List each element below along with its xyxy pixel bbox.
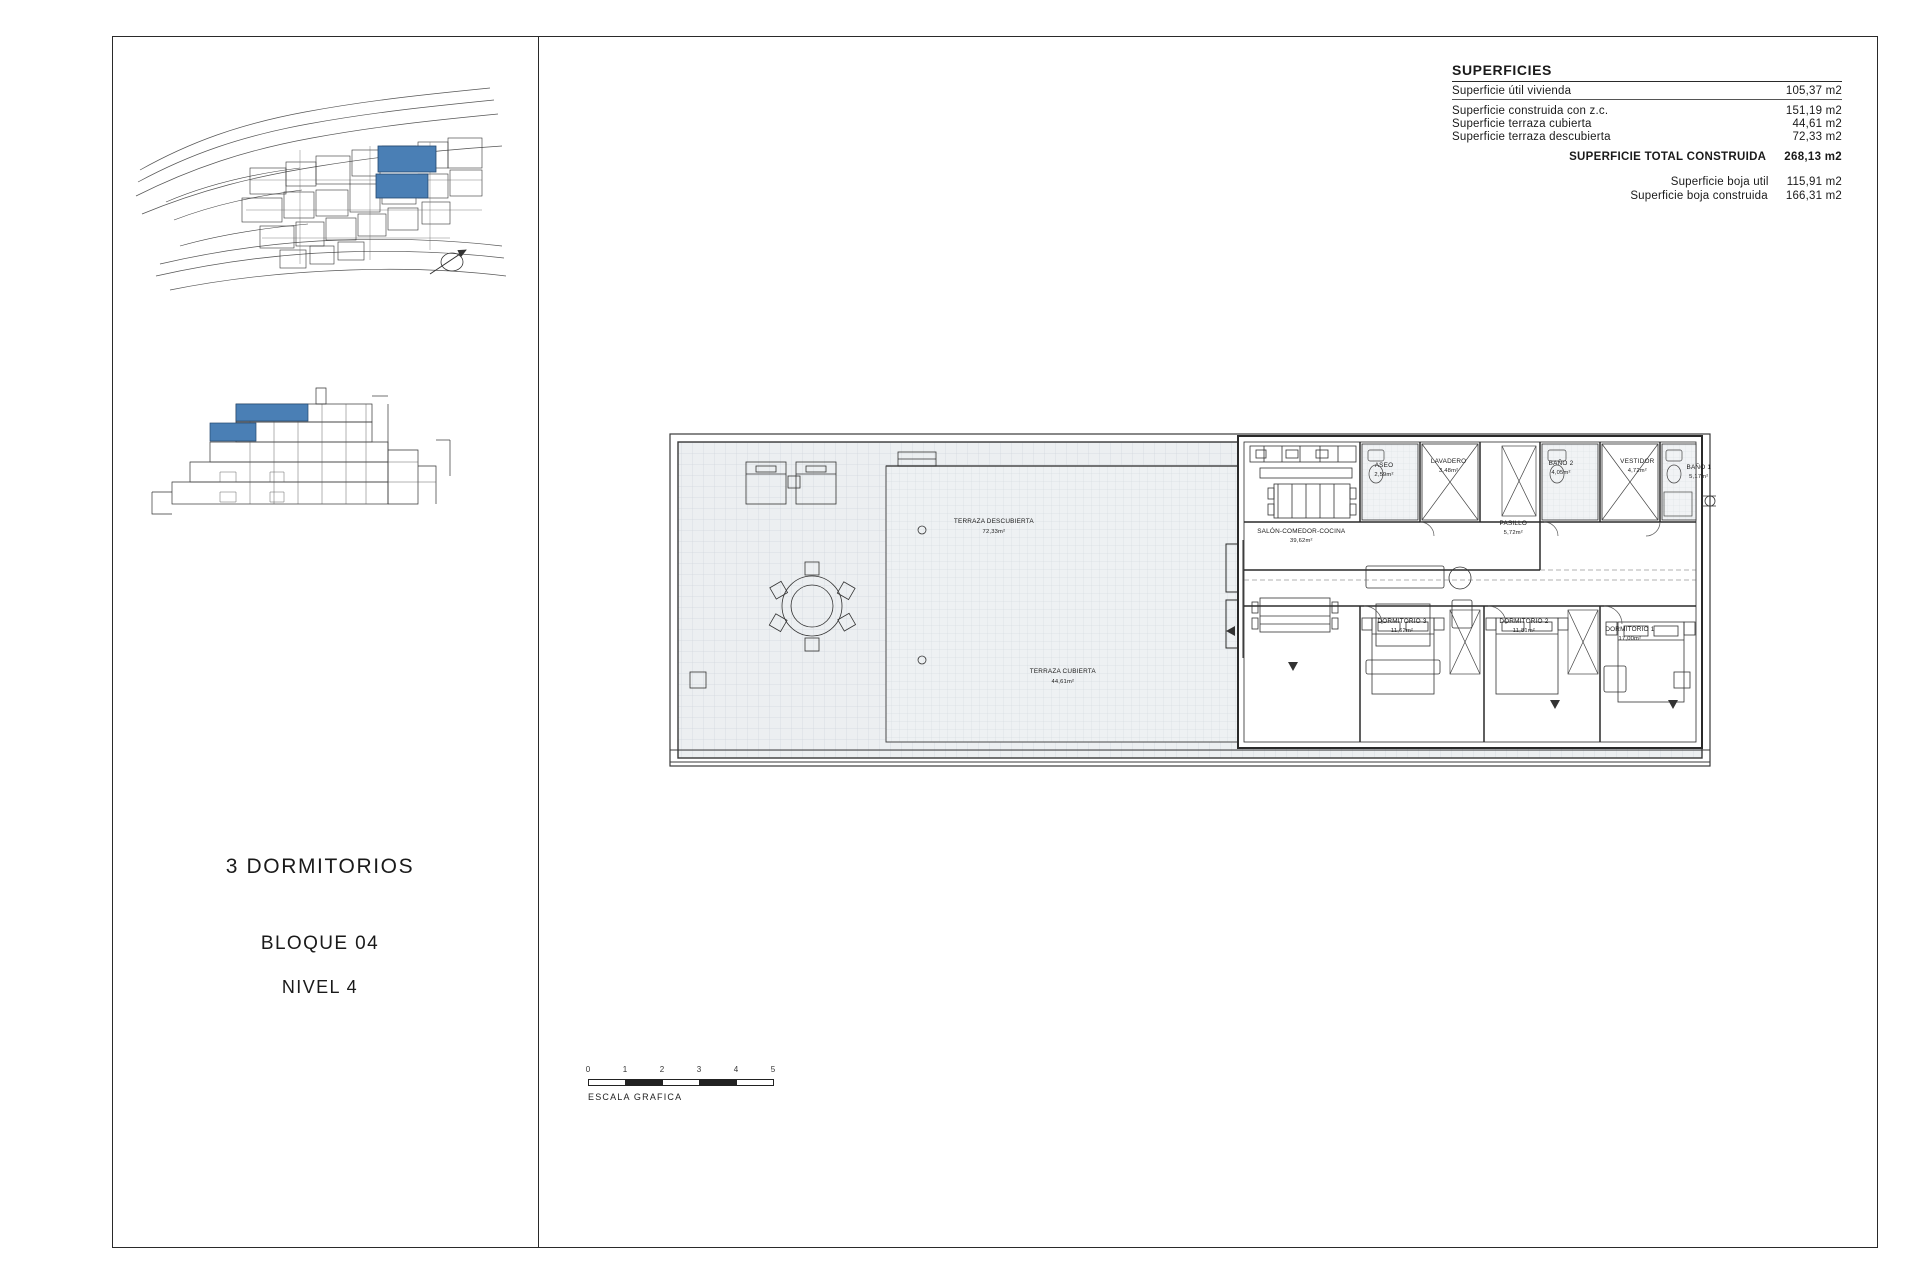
table-row [1452, 189, 1842, 203]
room-name: LAVADERO [1430, 457, 1467, 465]
room-label-vestidor [1620, 457, 1654, 476]
room-area: 39,62m² [1289, 538, 1313, 545]
row-label: Superficie terraza cubierta [1452, 117, 1592, 130]
superficies-group [1452, 100, 1842, 145]
room-label-terraza-cubierta [1030, 667, 1096, 686]
scale-tick: 2 [659, 1065, 665, 1074]
row-value: 72,33 m2 [1792, 130, 1842, 143]
superficies-table [1452, 62, 1842, 203]
building-section-drawing [150, 380, 510, 520]
caption-level: NIVEL 4 [281, 977, 359, 997]
room-name: BAÑO 2 [1548, 459, 1574, 467]
caption-bedrooms: 3 DORMITORIOS [225, 855, 415, 878]
row-value: 115,91 m2 [1786, 176, 1842, 188]
site-plan-drawing [130, 50, 530, 320]
building-section [150, 380, 510, 520]
site-plan [130, 50, 530, 320]
room-name: DORMITORIO 2 [1499, 617, 1549, 625]
scale-segment [626, 1080, 663, 1085]
room-label-dormitorio-3 [1377, 617, 1426, 636]
room-area: 5,17m² [1689, 473, 1709, 480]
floor-plan [660, 410, 1720, 800]
room-label-aseo [1374, 461, 1393, 480]
room-name: TERRAZA CUBIERTA [1029, 668, 1096, 676]
scale-tick: 3 [696, 1065, 702, 1074]
table-row [1452, 82, 1842, 99]
scale-segment [737, 1080, 773, 1085]
room-name: TERRAZA DESCUBIERTA [953, 518, 1034, 526]
superficies-total [1452, 145, 1842, 167]
scale-segment [589, 1080, 626, 1085]
sheet-vertical-divider [538, 36, 539, 1248]
room-label-bano-2 [1549, 459, 1574, 478]
room-name: PASILLO [1499, 520, 1528, 528]
room-area: 4,05m² [1551, 470, 1571, 477]
total-value: 268,13 m2 [1784, 151, 1842, 163]
room-label-dormitorio-2 [1499, 617, 1548, 636]
room-area: 2,59m² [1374, 471, 1394, 478]
table-row [1452, 175, 1842, 189]
north-arrow [430, 250, 466, 274]
row-value: 166,31 m2 [1785, 190, 1842, 202]
highlight-level [210, 404, 308, 441]
row-label: Superficie boja util [1670, 176, 1769, 188]
row-label: Superficie terraza descubierta [1452, 130, 1611, 143]
table-row [1452, 117, 1842, 130]
table-row [1452, 104, 1842, 117]
room-area: 44,61m² [1051, 678, 1075, 685]
scale-bar-graphic [588, 1079, 774, 1086]
row-value: 44,61 m2 [1792, 117, 1842, 130]
scale-segment [700, 1080, 737, 1085]
sheet-captions [150, 855, 490, 998]
scale-tick: 0 [585, 1065, 591, 1074]
room-name: VESTIDOR [1620, 457, 1655, 465]
row-value: 151,19 m2 [1785, 104, 1842, 117]
scale-tick: 1 [622, 1065, 628, 1074]
row-label: Superficie boja construida [1630, 190, 1768, 202]
highlight-unit [376, 146, 436, 198]
row-label: Superficie construida con z.c. [1452, 104, 1609, 117]
room-name: DORMITORIO 1 [1605, 625, 1655, 633]
room-label-terraza-descubierta [954, 517, 1034, 536]
room-area: 11,62m² [1390, 627, 1414, 634]
room-label-dormitorio-1 [1605, 625, 1654, 644]
room-label-salon-comedor-cocina [1257, 527, 1345, 546]
row-value: 105,37 m2 [1785, 84, 1842, 97]
total-label: SUPERFICIE TOTAL CONSTRUIDA [1569, 151, 1767, 163]
superficies-title: SUPERFICIES [1452, 62, 1552, 78]
scale-tick: 4 [733, 1065, 739, 1074]
room-label-bano-1 [1686, 463, 1711, 482]
room-name: BAÑO 1 [1686, 463, 1712, 471]
scale-tick: 5 [770, 1065, 776, 1074]
room-name: SALÓN-COMEDOR-COCINA [1257, 528, 1346, 535]
scale-segment [663, 1080, 700, 1085]
room-area: 72,33m² [982, 528, 1006, 535]
caption-block: BLOQUE 04 [260, 933, 380, 954]
room-name: ASEO [1374, 461, 1394, 469]
scale-ticks [585, 1065, 808, 1079]
superficies-subtotals [1452, 167, 1842, 203]
room-name: DORMITORIO 3 [1377, 617, 1427, 625]
room-area: 11,81m² [1512, 627, 1536, 634]
room-area: 17,00m² [1618, 635, 1642, 642]
room-area: 3,48m² [1439, 468, 1459, 475]
room-area: 5,72m² [1503, 530, 1523, 537]
row-label: Superficie útil vivienda [1452, 84, 1572, 97]
table-row [1452, 130, 1842, 143]
room-area: 4,72m² [1627, 468, 1647, 475]
room-label-pasillo [1500, 519, 1528, 538]
scale-caption: ESCALA GRAFICA [588, 1092, 683, 1102]
room-label-lavadero [1431, 457, 1466, 476]
scale-bar [585, 1065, 808, 1102]
